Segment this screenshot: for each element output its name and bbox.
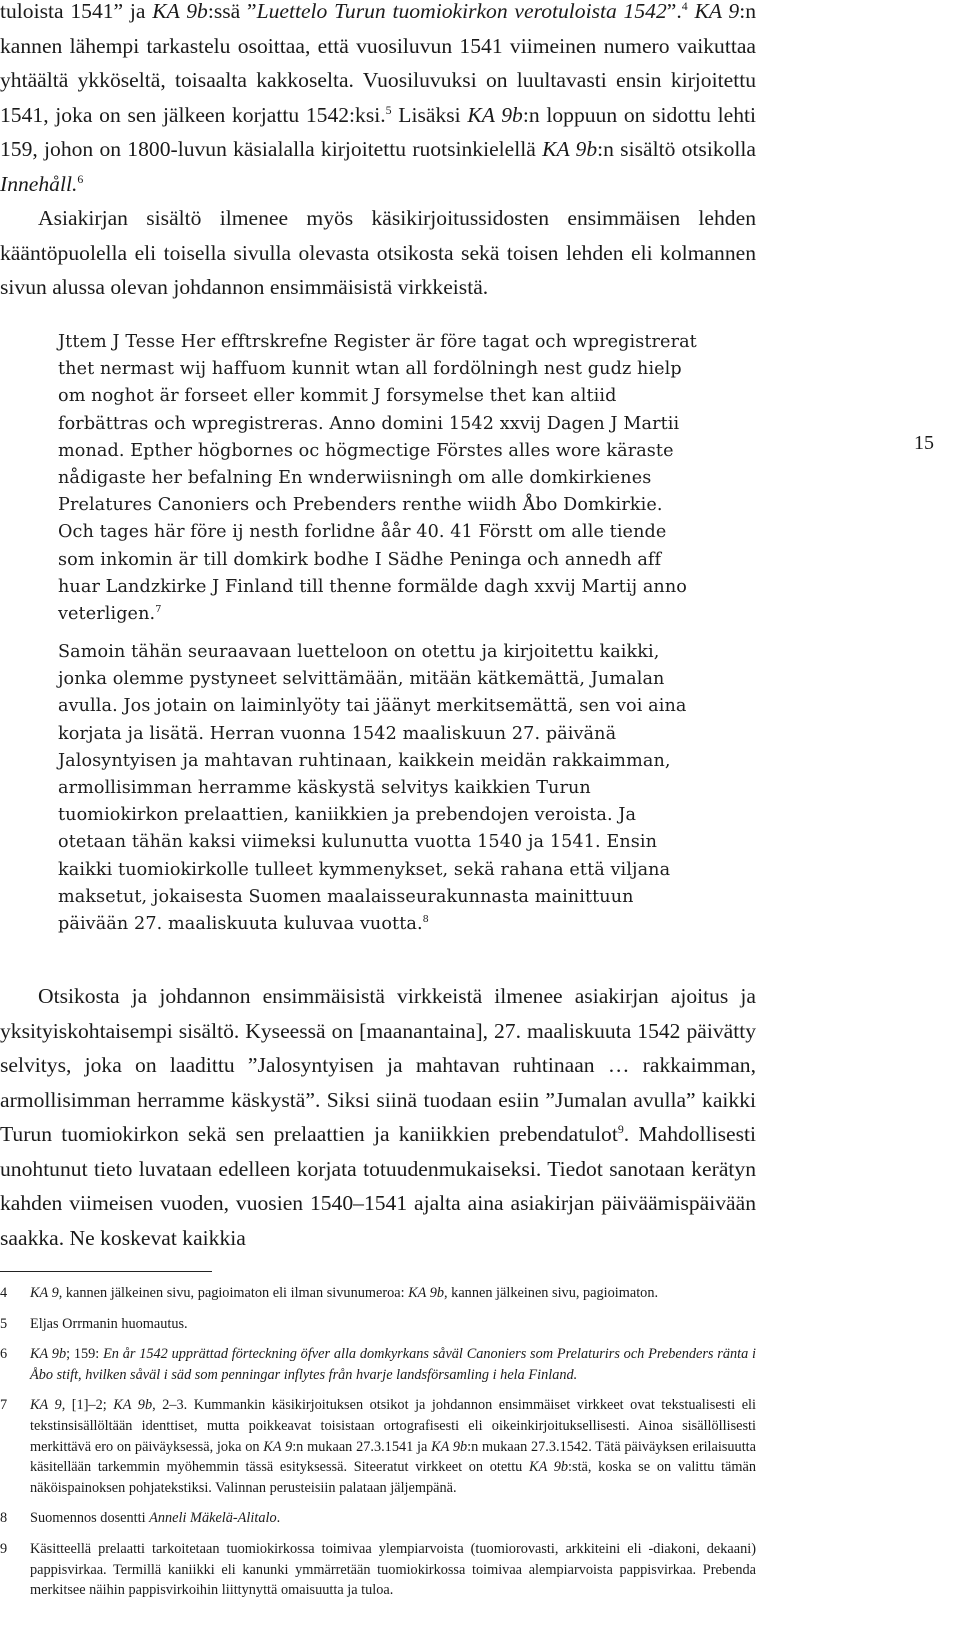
footnote-text: Eljas Orrmanin huomautus. xyxy=(30,1315,188,1332)
footnote-ref-5[interactable]: 5 xyxy=(385,102,392,117)
footnote-text: Suomennos dosentti Anneli Mäkelä-Alitalo. xyxy=(30,1510,281,1527)
footnote-ref-9[interactable]: 9 xyxy=(617,1121,624,1136)
footnote-7 xyxy=(0,1395,756,1498)
footnote-text: KA 9, kannen jälkeinen sivu, pagioimaton eli ilman sivunumeroa: KA 9b, kannen jälkeinen sivu, pagioimaton. xyxy=(30,1285,659,1301)
footnote-number: 5 xyxy=(0,1315,8,1332)
footnote-text: KA 9b; 159: En år 1542 upprättad förteckning öfver alla domkyrkans såväl Canoniers som Prelaturirs och Prebenders ränta i Åbo stift, hvilken såväl i säd som penningar inflytes från hvarje landsförsamling i hela Finland. xyxy=(30,1346,756,1383)
finnish-translation-quotation xyxy=(58,639,698,938)
footnote-4 xyxy=(0,1283,756,1304)
archive-ref: KA 9b xyxy=(542,137,598,161)
finnish-quote-text: Samoin tähän seuraavaan luetteloon on otettu ja kirjoitettu kaikki, jonka olemme pystyneet selvittämään, mitään kätkemättä, Jumalan avulla. Jos jotain on laiminlyöty tai jäänyt merkitsemättä, sen voi aina korjata ja lisätä. Herran vuonna 1542 maaliskuun 27. päivänä Jalosyntyisen ja mahtavan ruhtinaan, kaikkein meidän rakkaimman, armollisimman herramme käskystä selvitys kaikkien Turun tuomiokirkon prelaattien, kaniikkien ja prebendojen veroista. Ja otetaan tähän kaksi viimeksi kulunutta vuotta 1540 ja 1541. Ensin kaikki tuomiokirkolle tulleet kymmenykset, sekä rahana että viljana maksetut, jokaisesta Suomen maalaisseurakunnasta mainittuun päivään 27. maaliskuuta kuluvaa vuotta. xyxy=(58,642,687,935)
archive-ref: KA 9b xyxy=(152,0,208,23)
footnote-separator xyxy=(0,1271,212,1272)
swedish-quotation xyxy=(58,329,698,628)
footnote-5 xyxy=(0,1314,756,1335)
intro-text xyxy=(0,0,756,305)
page-number: 15 xyxy=(914,432,934,454)
footnote-8 xyxy=(0,1508,756,1529)
closing-paragraph: Otsikosta ja johdannon ensimmäisistä virkkeistä ilmenee asiakirjan ajoitus ja yksityiskohtaisempi sisältö. Kyseessä on [maanantaina], 27. maaliskuuta 1542 päivätty selvitys, joka on laadittu ”Jalosyntyisen ja mahtavan ruhtinaan … rakkaimman, armollisimman herramme käskystä”. Siksi siinä tuodaan esiin ”Jumalan avulla” kaikki Turun tuomiokirkon sekä sen prelaattien ja kaniikkien prebendatulot$^9$. Mahdollisesti unohtunut tieto luvataan edelleen korjata totuudenmukaiseksi. Tiedot sanotaan kerätyn kahden viimeisen vuoden, vuosien 1540–1541 ajalta aina asiakirjan päiväämispäivään saakka. Ne koskevat kaikkia xyxy=(0,984,756,1250)
footnotes xyxy=(0,1283,756,1611)
intro-paragraph: tuloista 1541” ja KA 9b:ssä ”Luettelo Turun tuomiokirkon verotuloista 1542”.$^4$ KA 9:n kannen lähempi tarkastelu osoittaa, että vuosiluvun 1541 viimeinen numero vaikuttaa yhtäältä ykköseltä, toisaalta kakkoselta. Vuosiluvuksi on luultavasti ensin kirjoitettu 1541, joka on sen jälkeen korjattu 1542:ksi.$^5$ Lisäksi KA 9b:n loppuun on sidottu lehti 159, johon on 1800-luvun käsialalla kirjoitettu ruotsinkielellä KA 9b:n sisältö otsikolla Innehåll.$^6$ xyxy=(0,0,757,196)
swedish-quote-text: Jttem J Tesse Her efftrskrefne Register är före tagat och wpregistrerat thet nermast wij haffuom kunnit wtan all fordölningh nest gudz hielp om noghot är forseet eller kommit J forsymelse thet kan altiid forbättras och wpregistreras. Anno domini 1542 xxvij Dagen J Martii monad. Epther högbornes oc högmectige Förstes alles wore käraste nådigaste her befalning En wnderwiisningh om alle domkirkienes Prelatures Canoniers och Prebenders renthe wiidh Åbo Domkirkie. Och tages här före ij nesth forlidne åår 40. 41 Förstt om alle tiende som inkomin är till domkirk bodhe I Sädhe Peninga och annedh aff huar Landzkirke J Finland till thenne formälde dagh xxvij Martij anno veterligen. xyxy=(58,332,697,625)
footnote-ref-8[interactable]: 8 xyxy=(422,914,429,926)
footnote-6 xyxy=(0,1344,756,1385)
closing-text xyxy=(0,979,756,1255)
footnote-text: KA 9, [1]–2; KA 9b, 2–3. Kummankin käsikirjoituksen otsikot ja johdannon ensimmäiset virkkeet ovat tekstualisesti eli tekstinsisällöltään identtiset, mutta poikkeavat toisistaan ortografisesti eli oikeinkirjoituksellisesti. Ainoa sisällöllisesti merkittävä ero on päiväyksessä, joka on KA 9:n mukaan 27.3.1541 ja KA 9b:n mukaan 27.3.1542. Tätä päiväyksen erilaisuutta käsitellään tarkemmin myöhemmin tässä esityksessä. Siteeratut virkkeet on otettu KA 9b:stä, koska se on valittu tämän näköispainoksen pohjatekstiksi. Valinnan perusteisiin palataan jäljempänä. xyxy=(30,1397,757,1496)
heading-innehall: Innehåll. xyxy=(0,171,78,196)
footnote-number: 8 xyxy=(0,1510,8,1527)
footnote-number: 6 xyxy=(0,1346,8,1363)
footnote-number: 9 xyxy=(0,1540,8,1557)
footnote-number: 7 xyxy=(0,1397,8,1414)
archive-ref: KA 9 xyxy=(687,0,740,23)
footnote-text: Käsitteellä prelaatti tarkoitetaan tuomiokirkossa toimivaa ylempiarvoista (tuomiorovasti, arkkiteini eli -diakoni, dekaani) pappisvirkaa. Termillä kaniikki eli kanunki ymmärretään tuomiokirkossa toimivaa alempiarvoista pappisvirkaa. Prebenda merkitsee näihin pappisvirkoihin liittynyttä omaisuutta ja tuloa. xyxy=(30,1540,756,1599)
archive-ref: KA 9b xyxy=(467,102,523,127)
footnote-9 xyxy=(0,1539,756,1601)
footnote-ref-4[interactable]: 4 xyxy=(681,0,688,13)
footnote-ref-6[interactable]: 6 xyxy=(77,171,84,186)
document-title: Luettelo Turun tuomiokirkon verotuloista 1542 xyxy=(256,0,667,23)
intro-paragraph-2: Asiakirjan sisältö ilmenee myös käsikirjoitussidosten ensimmäisen lehden kääntöpuolella eli toisella sivulla olevasta otsikosta sekä toisen lehden eli kolmannen sivun alussa olevan johdannon ensimmäisistä virkkeistä. xyxy=(0,206,756,299)
footnote-number: 4 xyxy=(0,1285,8,1301)
footnote-ref-7[interactable]: 7 xyxy=(155,604,162,616)
